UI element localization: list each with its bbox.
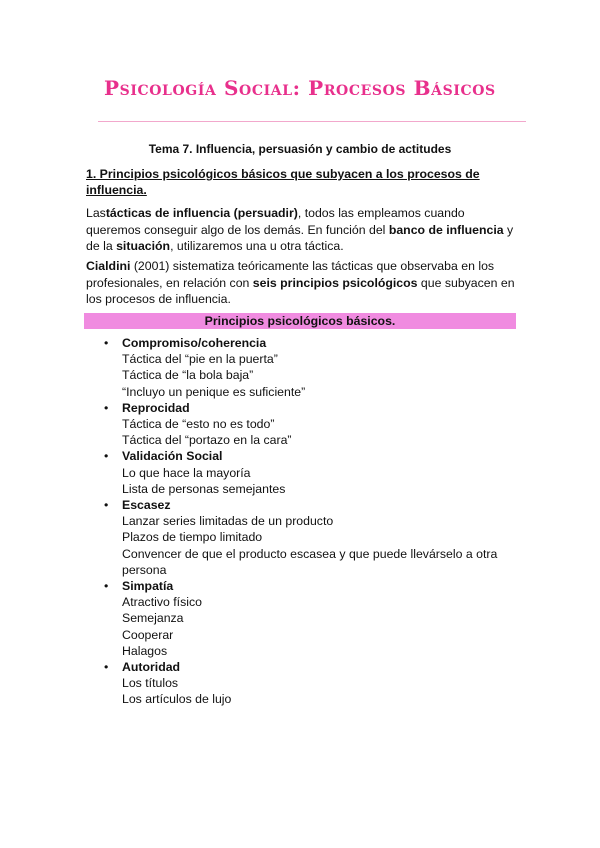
principle-example: Plazos de tiempo limitado: [122, 530, 263, 545]
principle-item: [104, 335, 514, 400]
topic-subtitle: Tema 7. Influencia, persuasión y cambio de actitudes: [148, 142, 452, 156]
principle-name: Reprocidad: [122, 400, 190, 415]
principle-example: Táctica del “portazo en la cara”: [122, 433, 292, 448]
paragraph-cialdini: [86, 258, 516, 308]
principle-example: Táctica de “esto no es todo”: [122, 417, 275, 432]
principle-example: Convencer de que el producto escasea y que puede llevárselo a otra persona: [122, 546, 498, 577]
para1-bold-3: situación: [116, 239, 171, 253]
bullet-dot-icon: •: [104, 579, 109, 594]
para1-text-3: y de la: [86, 222, 517, 253]
principle-name: Autoridad: [122, 660, 181, 675]
principle-example: Táctica de “la bola baja”: [122, 368, 254, 383]
principle-example: Cooperar: [122, 627, 174, 642]
principles-band: Principios psicológicos básicos.: [84, 313, 516, 329]
para1-bold-1: tácticas de influencia (persuadir): [105, 206, 298, 220]
para2-text-1: (2001) sistematiza teóricamente las tácticas que observaba en los profesionales, en relación con: [86, 259, 498, 290]
principle-example: Lo que hace la mayoría: [122, 465, 251, 480]
principle-example: Lanzar series limitadas de un producto: [122, 514, 334, 529]
principle-item: [104, 448, 514, 497]
para2-text-2: que subyacen en los procesos de influencia.: [86, 275, 518, 306]
bullet-dot-icon: •: [104, 498, 109, 513]
paragraph-tacticas: [86, 205, 516, 255]
para1-text-4: , utilizaremos una u otra táctica.: [170, 239, 344, 253]
principle-name: Compromiso/coherencia: [122, 336, 267, 350]
section-heading: 1. Principios psicológicos básicos que subyacen a los procesos de influencia.: [86, 167, 480, 197]
principle-example: “Incluyo un penique es suficiente”: [122, 384, 306, 399]
principle-example: Lista de personas semejantes: [122, 481, 286, 496]
bullet-dot-icon: •: [104, 449, 109, 464]
bullet-dot-icon: •: [104, 336, 109, 350]
principle-item: [104, 400, 514, 449]
principle-name: Escasez: [122, 498, 171, 513]
principle-name: Validación Social: [122, 449, 223, 464]
principle-item: [104, 497, 514, 578]
principle-name: Simpatía: [122, 579, 174, 594]
para2-bold-1: Cialdini: [86, 259, 131, 273]
principles-list: [104, 335, 514, 708]
para1-text-2: , todos las empleamos cuando queremos conseguir algo de los demás. En función del: [86, 206, 469, 237]
principle-item: [104, 659, 514, 708]
bullet-dot-icon: •: [104, 660, 109, 675]
bullet-dot-icon: •: [104, 400, 109, 415]
document-title: Psicología Social: Procesos Básicos: [104, 76, 496, 100]
title-divider: [98, 121, 526, 122]
para1-bold-2: banco de influencia: [388, 222, 504, 237]
principle-example: Los artículos de lujo: [122, 692, 232, 707]
para2-bold-2: seis principios psicológicos: [252, 275, 418, 290]
principle-example: Semejanza: [122, 611, 184, 626]
principle-example: Táctica del “pie en la puerta”: [122, 352, 278, 367]
principle-example: Atractivo físico: [122, 595, 202, 610]
para1-text-1: Las: [86, 206, 106, 220]
principle-example: Halagos: [122, 643, 168, 658]
principle-item: [104, 578, 514, 659]
principle-example: Los títulos: [122, 676, 179, 691]
